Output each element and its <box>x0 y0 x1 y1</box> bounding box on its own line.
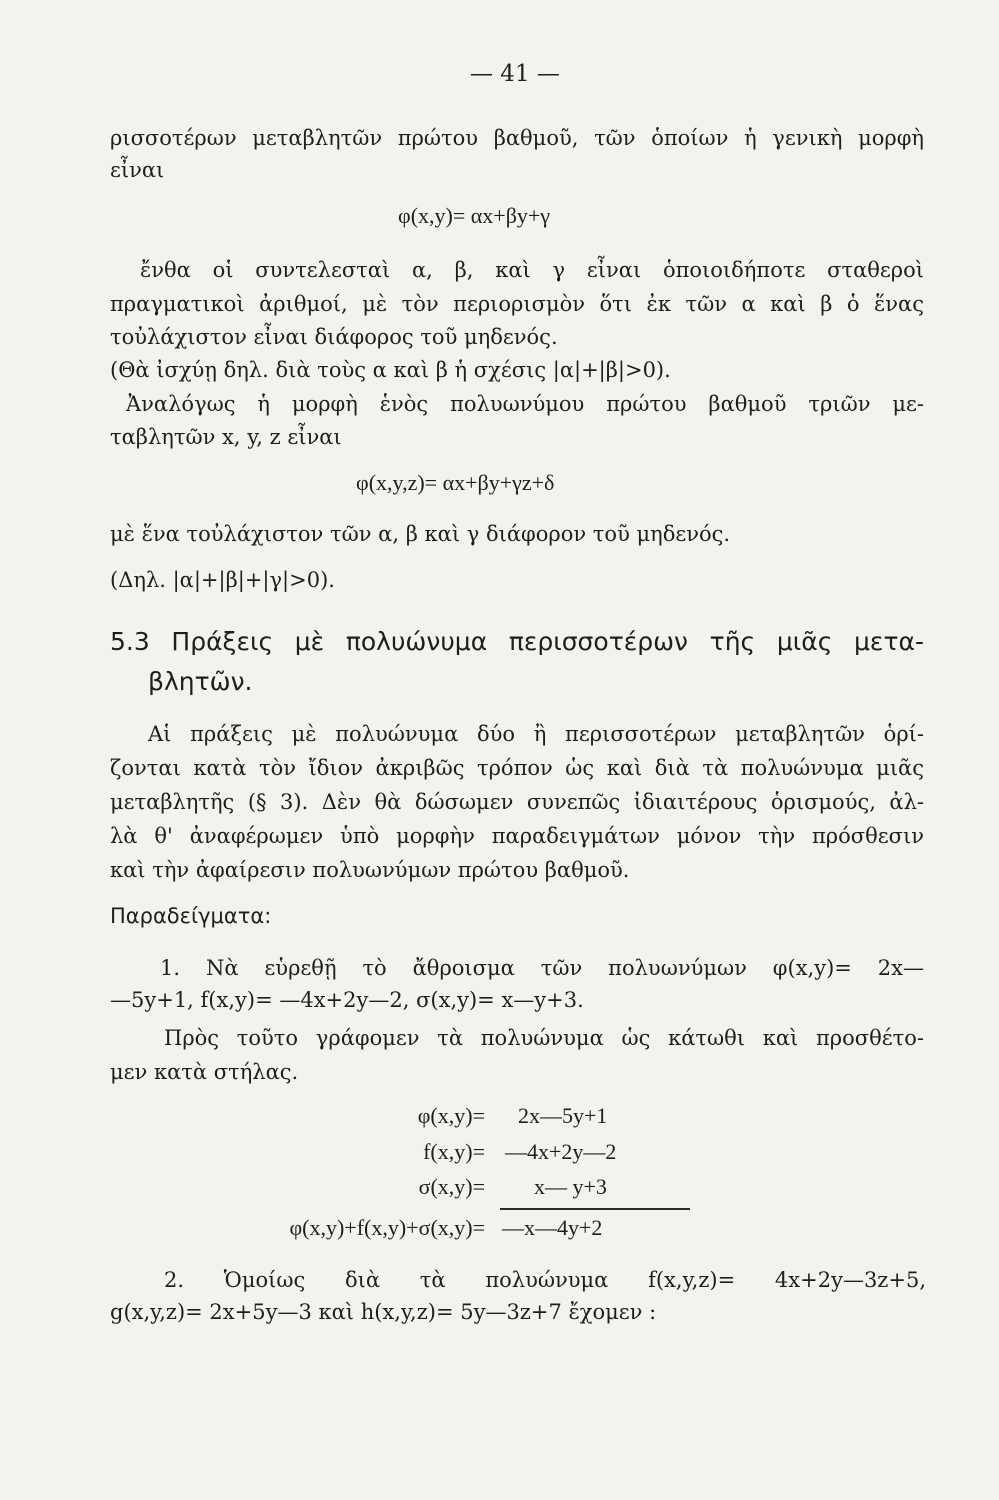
intro-line-1: ρισσοτέρων μεταβλητῶν πρώτου βαθμοῦ, τῶν ὁποίων ἡ γενικὴ μορφὴ <box>110 126 924 150</box>
paragraph-1-line-2: πραγματικοὶ ἀριθμοί, μὲ τὸν περιορισμὸν ὅτι ἐκ τῶν α καὶ β ὁ ἕνας <box>110 292 924 316</box>
section-paragraph-line-3: μεταβλητῆς (§ 3). Δὲν θὰ δώσωμεν συνεπῶς ἰδιαιτέρους ὁρισμούς, ἀλ- <box>110 790 924 814</box>
sum-row-f-label: f(x,y)= <box>423 1139 485 1164</box>
example-2-line-1: 2. Ὁμοίως διὰ τὰ πολυώνυμα f(x,y,z)= 4x+2y—3z+5, <box>164 1268 926 1292</box>
intro-line-2: εἶναι <box>110 158 165 182</box>
page-number: — 41 — <box>470 61 560 87</box>
sum-row-sigma-value: x— y+3 <box>534 1174 607 1199</box>
sum-row-f-value: —4x+2y—2 <box>505 1139 617 1164</box>
section-paragraph-line-1: Αἱ πράξεις μὲ πολυώνυμα δύο ἢ περισσοτέρων μεταβλητῶν ὁρί- <box>148 722 924 746</box>
example-2-line-2: g(x,y,z)= 2x+5y—3 καὶ h(x,y,z)= 5y—3z+7 ἔχομεν : <box>110 1300 657 1324</box>
example-1-line-2: —5y+1, f(x,y)= —4x+2y—2, σ(x,y)= x—y+3. <box>110 988 584 1012</box>
example-1-explanation-line-2: μεν κατὰ στήλας. <box>110 1060 299 1084</box>
paragraph-1-line-4: (Θὰ ἰσχύῃ δηλ. διὰ τοὺς α καὶ β ἡ σχέσις |α|+|β|>0). <box>110 358 671 382</box>
paragraph-2-line-2: ταβλητῶν x, y, z εἶναι <box>110 425 342 449</box>
paragraph-2-line-1: Ἀναλόγως ἡ μορφὴ ἑνὸς πολυωνύμου πρώτου βαθμοῦ τριῶν με- <box>126 392 924 416</box>
sum-rule <box>500 1208 690 1210</box>
formula-two-variables: φ(x,y)= αx+βy+γ <box>398 203 551 228</box>
sum-total-label: φ(x,y)+f(x,y)+σ(x,y)= <box>289 1215 485 1240</box>
example-1-line-1: 1. Νὰ εὑρεθῇ τὸ ἄθροισμα τῶν πολυωνύμων φ(x,y)= 2x— <box>160 956 924 980</box>
sum-total-value: —x—4y+2 <box>502 1215 603 1240</box>
paragraph-1-line-1: ἔνθα οἱ συντελεσταὶ α, β, καὶ γ εἶναι ὁποιοιδήποτε σταθεροὶ <box>140 258 924 282</box>
section-paragraph-line-4: λὰ θ' ἀναφέρωμεν ὑπὸ μορφὴν παραδειγμάτων μόνον τὴν πρόσθεσιν <box>110 824 924 848</box>
formula-three-variables: φ(x,y,z)= αx+βy+γz+δ <box>356 470 555 495</box>
examples-title: Παραδείγματα: <box>110 904 272 928</box>
paragraph-3-line-1: μὲ ἕνα τοὐλάχιστον τῶν α, β καὶ γ διάφορον τοῦ μηδενός. <box>110 522 731 546</box>
example-1-explanation-line-1: Πρὸς τοῦτο γράφομεν τὰ πολυώνυμα ὡς κάτωθι καὶ προσθέτο- <box>164 1026 924 1050</box>
section-paragraph-line-5: καὶ τὴν ἀφαίρεσιν πολυωνύμων πρώτου βαθμοῦ. <box>110 858 630 882</box>
sum-row-sigma-label: σ(x,y)= <box>418 1174 485 1199</box>
section-heading-line-2: βλητῶν. <box>148 667 253 696</box>
paragraph-3-line-2: (Δηλ. |α|+|β|+|γ|>0). <box>110 568 335 592</box>
sum-row-phi-label: φ(x,y)= <box>417 1103 485 1128</box>
section-paragraph-line-2: ζονται κατὰ τὸν ἴδιον ἀκριβῶς τρόπον ὡς καὶ διὰ τὰ πολυώνυμα μιᾶς <box>110 756 924 780</box>
sum-row-phi-value: 2x—5y+1 <box>518 1103 608 1128</box>
section-heading-line-1: 5.3 Πράξεις μὲ πολυώνυμα περισσοτέρων τῆς μιᾶς μετα- <box>110 627 924 656</box>
paragraph-1-line-3: τοὐλάχιστον εἶναι διάφορος τοῦ μηδενός. <box>110 325 558 349</box>
